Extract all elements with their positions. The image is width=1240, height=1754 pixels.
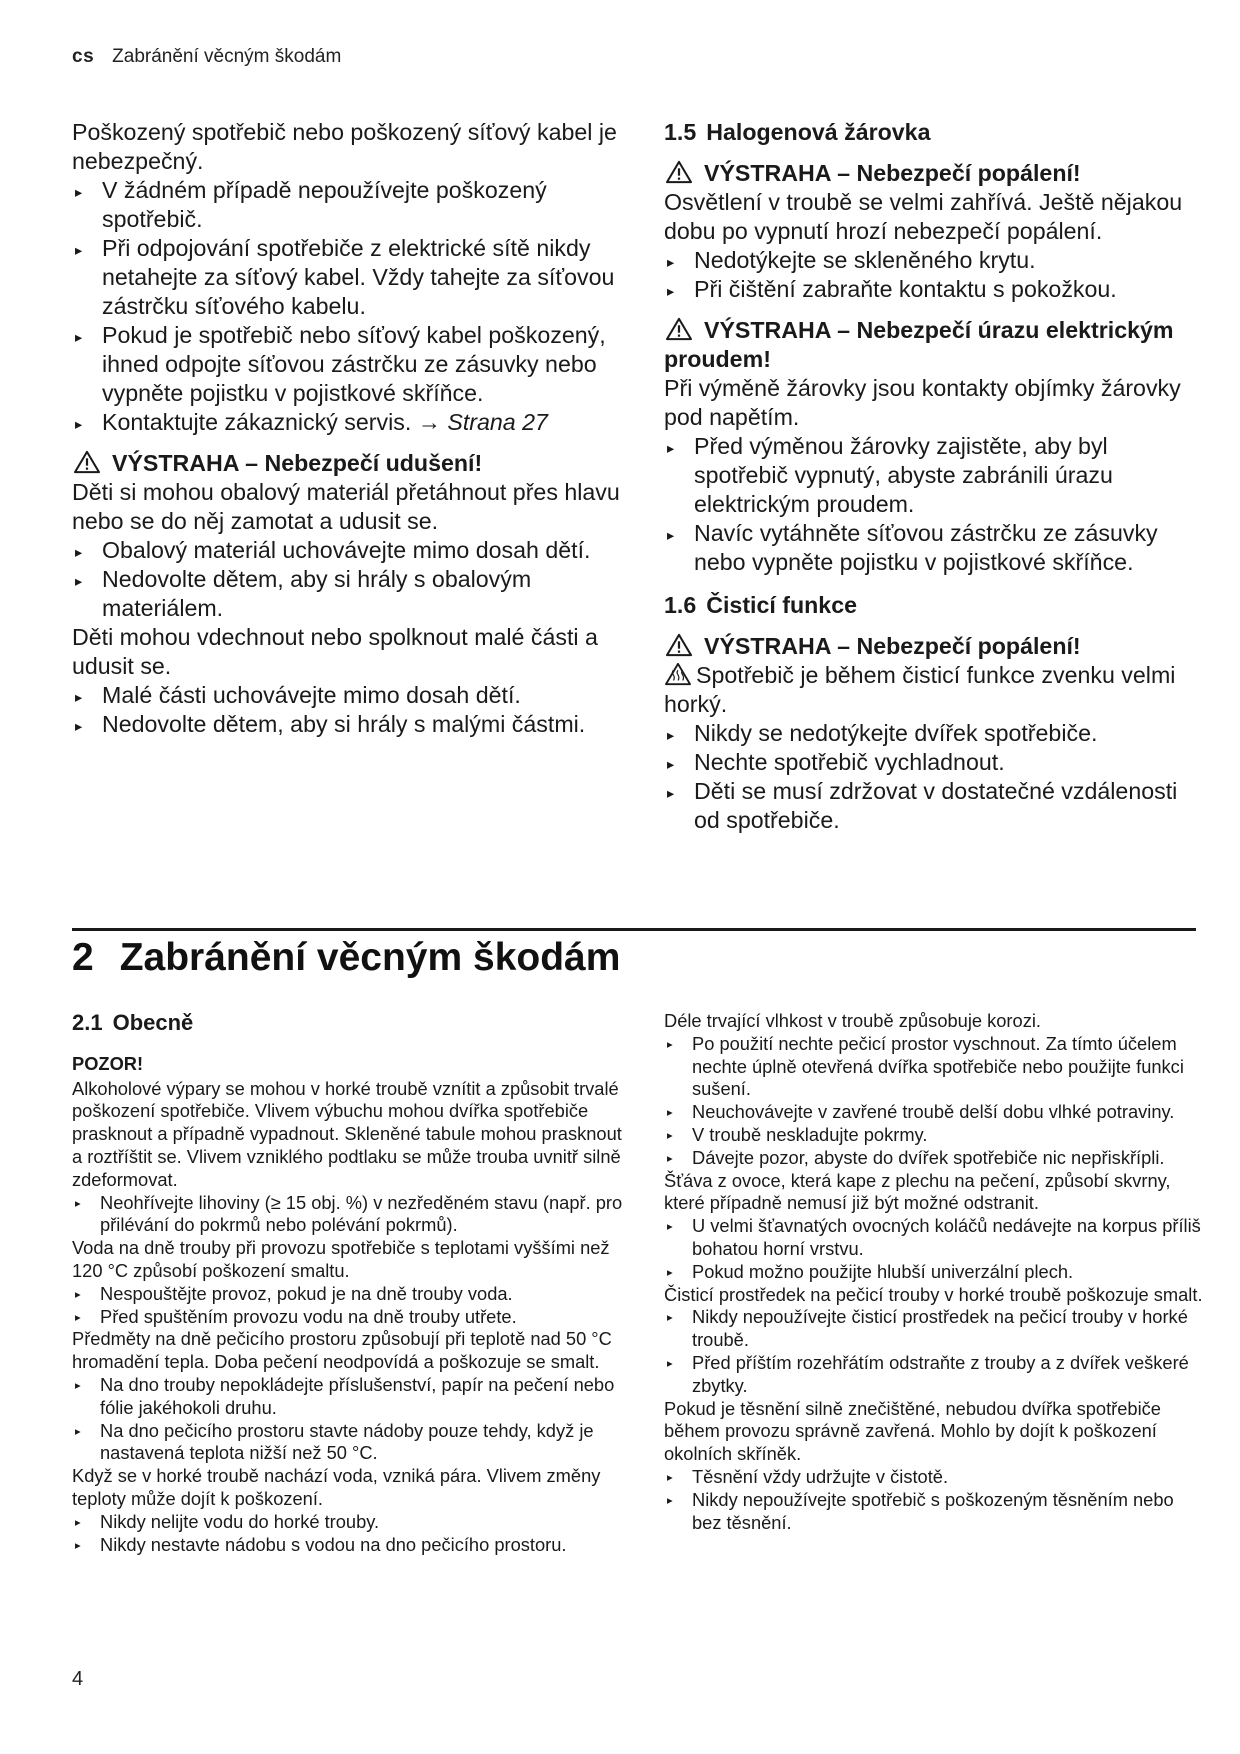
chapter-divider (72, 928, 1196, 931)
caution-label: POZOR! (72, 1052, 144, 1074)
list-item: ▸ Nedovolte dětem, aby si hrály s malými částmi. (72, 710, 628, 739)
paragraph: Pokud je těsnění silně znečištěné, nebudou dvířka spotřebiče během provozu správně zavřená. Mohlo by dojít k poškození okolních skříněk. (664, 1397, 1161, 1465)
list-item: ▸ Obalový materiál uchovávejte mimo dosah dětí. (72, 536, 628, 565)
instruction-list (72, 1511, 632, 1557)
list-item: ▸ V troubě neskladujte pokrmy. (664, 1124, 1204, 1147)
instruction-list (664, 432, 1204, 577)
instruction-list (664, 1033, 1204, 1170)
paragraph: Děti mohou vdechnout nebo spolknout malé části a udusit se. (72, 624, 598, 679)
arrow-bullet-icon: ▸ (75, 545, 83, 561)
paragraph: Děti si mohou obalový materiál přetáhnout přes hlavu nebo se do něj zamotat a udusit se. (72, 479, 620, 534)
list-item: ▸ Nechte spotřebič vychladnout. (664, 748, 1204, 777)
arrow-bullet-icon: ▸ (667, 441, 675, 457)
arrow-bullet-icon: ▸ (75, 719, 83, 735)
arrow-bullet-icon: ▸ (667, 1266, 673, 1279)
paragraph: Voda na dně trouby při provozu spotřebiče s teplotami vyššími než 120 °C způsobí poškození smaltu. (72, 1237, 610, 1281)
column-top-right (664, 118, 1204, 835)
instruction-list (664, 246, 1204, 304)
page-cross-reference-link[interactable]: Strana 27 (447, 409, 548, 435)
running-header (72, 46, 341, 68)
list-item: ▸ V žádném případě nepoužívejte poškozený spotřebič. (75, 177, 547, 232)
arrow-bullet-icon: ▸ (75, 1311, 81, 1324)
arrow-bullet-icon: ▸ (75, 1516, 81, 1529)
arrow-bullet-icon: ▸ (75, 417, 83, 433)
list-item: ▸ Děti se musí zdržovat v dostatečné vzdálenosti od spotřebiče. (667, 778, 1178, 833)
column-bottom-left (72, 1012, 632, 1556)
instruction-list (664, 719, 1204, 835)
running-header-title: Zabránění věcným škodám (112, 46, 342, 67)
list-item: ▸ Kontaktujte zákaznický servis. → Strana 27 (72, 408, 628, 437)
arrow-bullet-icon: ▸ (75, 1539, 81, 1552)
list-item: ▸ Dávejte pozor, abyste do dvířek spotřebiče nic nepřiskřípli. (664, 1147, 1204, 1170)
instruction-list (664, 1466, 1204, 1534)
arrow-bullet-icon: ▸ (75, 243, 83, 259)
list-item: ▸ Pokud je spotřebič nebo síťový kabel poškozený, ihned odpojte síťovou zástrčku ze zásuvky nebo vypněte pojistku v pojistkové skříňce. (75, 322, 606, 406)
list-item: ▸ Nikdy nelijte vodu do horké trouby. (72, 1511, 632, 1534)
warning-triangle-icon (664, 633, 694, 657)
arrow-bullet-icon: ▸ (667, 1357, 673, 1370)
paragraph: Předměty na dně pečicího prostoru způsobují při teplotě nad 50 °C hromadění tepla. Doba pečení neodpovídá a poškozuje se smalt. (72, 1328, 612, 1373)
instruction-list (72, 176, 628, 437)
warning-triangle-icon (664, 160, 694, 184)
instruction-list (664, 1215, 1204, 1283)
instruction-list (72, 681, 628, 739)
list-item: ▸ U velmi šťavnatých ovocných koláčů nedávejte na korpus příliš bohatou horní vrstvu. (667, 1215, 1201, 1259)
list-item: ▸ Na dno trouby nepokládejte příslušenství, papír na pečení nebo fólie jakéhokoli druhu. (75, 1373, 615, 1418)
list-item: ▸ Nespouštějte provoz, pokud je na dně trouby voda. (72, 1283, 632, 1306)
instruction-list (72, 1192, 632, 1238)
arrow-bullet-icon: ▸ (75, 690, 83, 706)
list-item: ▸ Na dno pečicího prostoru stavte nádoby pouze tehdy, když je nastavená teplota nižší než 50 °C. (75, 1419, 594, 1464)
warning-triangle-icon (664, 317, 694, 341)
arrow-bullet-icon: ▸ (667, 255, 675, 271)
section-heading-1-5: 1.5 Halogenová žárovka (664, 119, 931, 145)
paragraph: Při výměně žárovky jsou kontakty objímky žárovky pod napětím. (664, 375, 1181, 430)
list-item: ▸ Nikdy nepoužívejte spotřebič s poškozeným těsněním nebo bez těsnění. (667, 1488, 1174, 1533)
paragraph: Když se v horké troubě nachází voda, vzniká pára. Vlivem změny teploty může dojít k poškození. (72, 1465, 601, 1509)
paragraph: Déle trvající vlhkost v troubě způsobuje korozi. (664, 1010, 1041, 1031)
list-item: ▸ Navíc vytáhněte síťovou zástrčku ze zásuvky nebo vypněte pojistku v pojistkové skříňce. (667, 520, 1158, 575)
arrow-bullet-icon: ▸ (75, 330, 83, 346)
instruction-list (72, 1283, 632, 1329)
list-item: ▸ Neohřívejte lihoviny (≥ 15 obj. %) v nezředěném stavu (např. pro přilévání do pokrmů nebo polévání pokrmů). (75, 1191, 623, 1236)
list-item: ▸ Nikdy nestavte nádobu s vodou na dno pečicího prostoru. (72, 1534, 632, 1557)
warning-heading: VÝSTRAHA – Nebezpečí popálení! (664, 159, 1204, 188)
arrow-bullet-icon: ▸ (667, 1107, 673, 1120)
warning-heading: VÝSTRAHA – Nebezpečí udušení! (72, 449, 628, 478)
arrow-bullet-icon: ▸ (75, 1379, 81, 1392)
list-item: ▸ Po použití nechte pečicí prostor vyschnout. Za tímto účelem nechte úplně otevřená dvířka spotřebiče nebo použijte funkci sušení. (667, 1032, 1184, 1100)
arrow-bullet-icon: ▸ (667, 1471, 673, 1484)
arrow-bullet-icon: ▸ (667, 1038, 673, 1051)
list-item: ▸ Před příštím rozehřátím odstraňte z trouby a z dvířek veškeré zbytky. (667, 1351, 1189, 1396)
arrow-bullet-icon: ▸ (667, 1312, 673, 1325)
section-heading-1-6: 1.6 Čisticí funkce (664, 592, 857, 618)
list-item: ▸ Při odpojování spotřebiče z elektrické sítě nikdy netahejte za síťový kabel. Vždy tahejte za síťovou zástrčku síťového kabelu. (75, 235, 615, 319)
arrow-bullet-icon: ▸ (667, 284, 675, 300)
paragraph: Spotřebič je během čisticí funkce zvenku velmi horký. (664, 662, 1176, 717)
arrow-bullet-icon: ▸ (667, 1129, 673, 1142)
hot-surface-icon (664, 662, 692, 686)
arrow-bullet-icon: ▸ (75, 1288, 81, 1301)
warning-heading: VÝSTRAHA – Nebezpečí popálení! (664, 632, 1204, 661)
column-top-left (72, 118, 628, 739)
arrow-bullet-icon: ▸ (75, 1197, 81, 1210)
chapter-title: 2 Zabránění věcným škodám (72, 936, 621, 979)
arrow-bullet-icon: ▸ (667, 786, 675, 802)
cross-reference-arrow-icon: → (417, 409, 441, 435)
paragraph: Alkoholové výpary se mohou v horké troubě vznítit a způsobit trvalé poškození spotřebiče. Vlivem výbuchu mohou dvířka spotřebiče prasknout a případně vypadnout. Skleněné tabule mohou prasknout a roztříštit se. Vlivem vzniklého podtlaku se může trouba uvnitř silně zdeformovat. (72, 1077, 622, 1190)
list-item: ▸ Před výměnou žárovky zajistěte, aby byl spotřebič vypnutý, abyste zabránili úrazu elektrickým proudem. (667, 433, 1113, 517)
language-code: cs (72, 46, 95, 67)
page-number: 4 (72, 1668, 84, 1690)
list-item: ▸ Nedotýkejte se skleněného krytu. (664, 246, 1204, 275)
warning-triangle-icon (72, 450, 102, 474)
list-item: ▸ Těsnění vždy udržujte v čistotě. (664, 1466, 1204, 1489)
list-item: ▸ Neuchovávejte v zavřené troubě delší dobu vlhké potraviny. (664, 1101, 1204, 1124)
paragraph: Poškozený spotřebič nebo poškozený síťový kabel je nebezpečný. (72, 119, 617, 174)
paragraph: Šťáva z ovoce, která kape z plechu na pečení, způsobí skvrny, které případně nemusí již být možné odstranit. (664, 1169, 1171, 1214)
arrow-bullet-icon: ▸ (667, 728, 675, 744)
section-heading-2-1: 2.1 Obecně (72, 1010, 194, 1035)
list-item: ▸ Při čištění zabraňte kontaktu s pokožkou. (664, 275, 1204, 304)
warning-heading: VÝSTRAHA – Nebezpečí úrazu elektrickým proudem! (664, 317, 1174, 372)
list-item: ▸ Nikdy nepoužívejte čisticí prostředek na pečicí trouby v horké troubě. (667, 1306, 1188, 1351)
list-item: ▸ Před spuštěním provozu vodu na dně trouby utřete. (72, 1306, 632, 1329)
arrow-bullet-icon: ▸ (75, 1425, 81, 1438)
instruction-list (72, 536, 628, 623)
paragraph: Čisticí prostředek na pečicí trouby v horké troubě poškozuje smalt. (664, 1283, 1203, 1305)
arrow-bullet-icon: ▸ (667, 1221, 673, 1234)
list-item: ▸ Malé části uchovávejte mimo dosah dětí. (72, 681, 628, 710)
arrow-bullet-icon: ▸ (667, 528, 675, 544)
arrow-bullet-icon: ▸ (667, 1494, 673, 1507)
paragraph: Osvětlení v troubě se velmi zahřívá. Ještě nějakou dobu po vypnutí hrozí nebezpečí popálení. (664, 189, 1183, 244)
column-bottom-right (664, 1010, 1204, 1534)
arrow-bullet-icon: ▸ (667, 757, 675, 773)
arrow-bullet-icon: ▸ (667, 1152, 673, 1165)
list-item: ▸ Nikdy se nedotýkejte dvířek spotřebiče. (664, 719, 1204, 748)
list-item: ▸ Nedovolte dětem, aby si hrály s obalovým materiálem. (75, 566, 532, 621)
instruction-list (72, 1374, 632, 1465)
list-item: ▸ Pokud možno použijte hlubší univerzální plech. (664, 1261, 1204, 1284)
arrow-bullet-icon: ▸ (75, 185, 83, 201)
instruction-list (664, 1306, 1204, 1397)
arrow-bullet-icon: ▸ (75, 574, 83, 590)
